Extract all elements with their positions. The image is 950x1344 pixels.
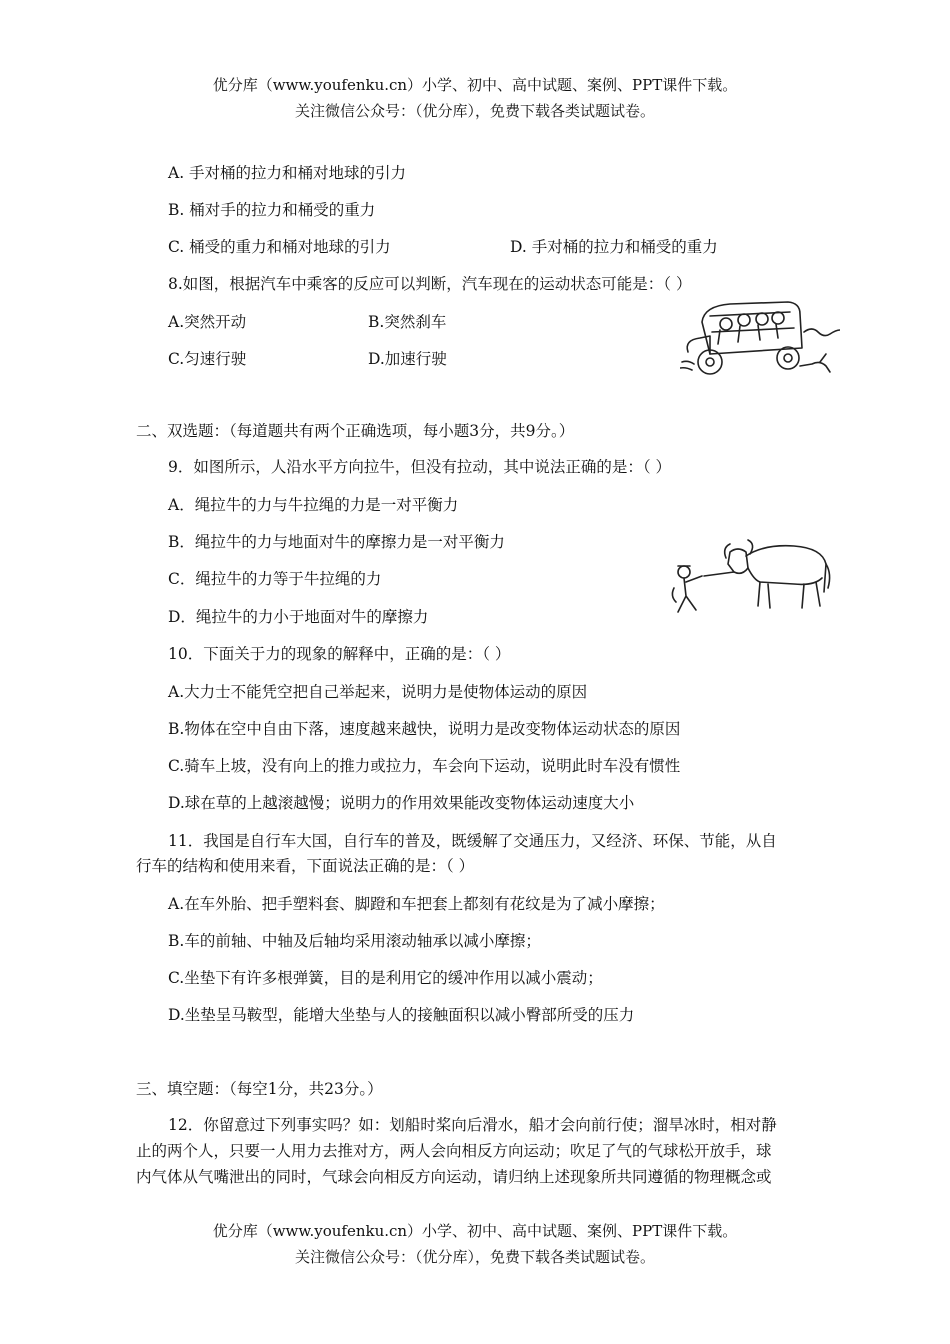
- q7-option-a: A. 手对桶的拉力和桶对地球的引力: [168, 164, 407, 182]
- q12-line-1: 12．你留意过下列事实吗？如：划船时桨向后滑水，船才会向前行使；溜旱冰时，相对静: [168, 1116, 777, 1134]
- q9-option-c: C．绳拉牛的力等于牛拉绳的力: [168, 570, 382, 588]
- q9-option-d: D．绳拉牛的力小于地面对牛的摩擦力: [168, 608, 429, 626]
- section-3-title: 三、填空题：（每空1分，共23分。）: [136, 1080, 383, 1098]
- q10-option-d: D.球在草的上越滚越慢；说明力的作用效果能改变物体运动速度大小: [168, 794, 635, 812]
- q11-stem-line-2: 行车的结构和使用来看，下面说法正确的是：（ ）: [136, 857, 475, 875]
- man-pulling-ox-illustration: [664, 530, 836, 630]
- q8-option-a: A.突然开动: [168, 313, 247, 331]
- q10-stem: 10．下面关于力的现象的解释中，正确的是：（ ）: [168, 645, 511, 663]
- q7-option-d: D. 手对桶的拉力和桶受的重力: [510, 238, 718, 256]
- q9-option-b: B．绳拉牛的力与地面对牛的摩擦力是一对平衡力: [168, 533, 505, 551]
- q8-option-c: C.匀速行驶: [168, 350, 247, 368]
- q12-line-2: 止的两个人，只要一人用力去推对方，两人会向相反方向运动；吹足了气的气球松开放手，球: [136, 1142, 772, 1160]
- q11-option-b: B.车的前轴、中轴及后轴均采用滚动轴承以减小摩擦；: [168, 932, 541, 950]
- header-line-1: 优分库（www.youfenku.cn）小学、初中、高中试题、案例、PPT课件下载。: [212, 76, 738, 94]
- q10-option-a: A.大力士不能凭空把自己举起来，说明力是使物体运动的原因: [168, 683, 588, 701]
- footer-line-2: 关注微信公众号：（优分库），免费下载各类试题试卷。: [294, 1248, 655, 1266]
- q11-option-a: A.在车外胎、把手塑料套、脚蹬和车把套上都刻有花纹是为了减小摩擦；: [168, 895, 665, 913]
- section-2-title: 二、双选题：（每道题共有两个正确选项，每小题3分，共9分。）: [136, 422, 575, 440]
- q10-option-b: B.物体在空中自由下落，速度越来越快，说明力是改变物体运动状态的原因: [168, 720, 681, 738]
- q10-option-c: C.骑车上坡，没有向上的推力或拉力，车会向下运动，说明此时车没有惯性: [168, 757, 681, 775]
- q9-stem: 9．如图所示，人沿水平方向拉牛，但没有拉动，其中说法正确的是：（ ）: [168, 458, 672, 476]
- q8-option-b: B.突然刹车: [368, 313, 447, 331]
- q8-option-d: D.加速行驶: [368, 350, 447, 368]
- header-line-2: 关注微信公众号：（优分库），免费下载各类试题试卷。: [294, 102, 655, 120]
- q9-option-a: A．绳拉牛的力与牛拉绳的力是一对平衡力: [168, 496, 459, 514]
- car-passengers-illustration: [680, 292, 840, 387]
- q7-option-c: C. 桶受的重力和桶对地球的引力: [168, 238, 391, 256]
- q7-option-b: B. 桶对手的拉力和桶受的重力: [168, 201, 376, 219]
- q12-line-3: 内气体从气嘴泄出的同时，气球会向相反方向运动，请归纳上述现象所共同遵循的物理概念或: [136, 1168, 772, 1186]
- q11-stem-line-1: 11．我国是自行车大国，自行车的普及，既缓解了交通压力，又经济、环保、节能，从自: [168, 832, 777, 850]
- footer-line-1: 优分库（www.youfenku.cn）小学、初中、高中试题、案例、PPT课件下载。: [212, 1222, 738, 1240]
- page-footer: [0, 1218, 950, 1270]
- q11-option-c: C.坐垫下有许多根弹簧，目的是利用它的缓冲作用以减小震动；: [168, 969, 603, 987]
- page-header: [0, 72, 950, 124]
- q11-option-d: D.坐垫呈马鞍型，能增大坐垫与人的接触面积以减小臀部所受的压力: [168, 1006, 635, 1024]
- q8-stem: 8.如图，根据汽车中乘客的反应可以判断，汽车现在的运动状态可能是：（ ）: [168, 275, 692, 293]
